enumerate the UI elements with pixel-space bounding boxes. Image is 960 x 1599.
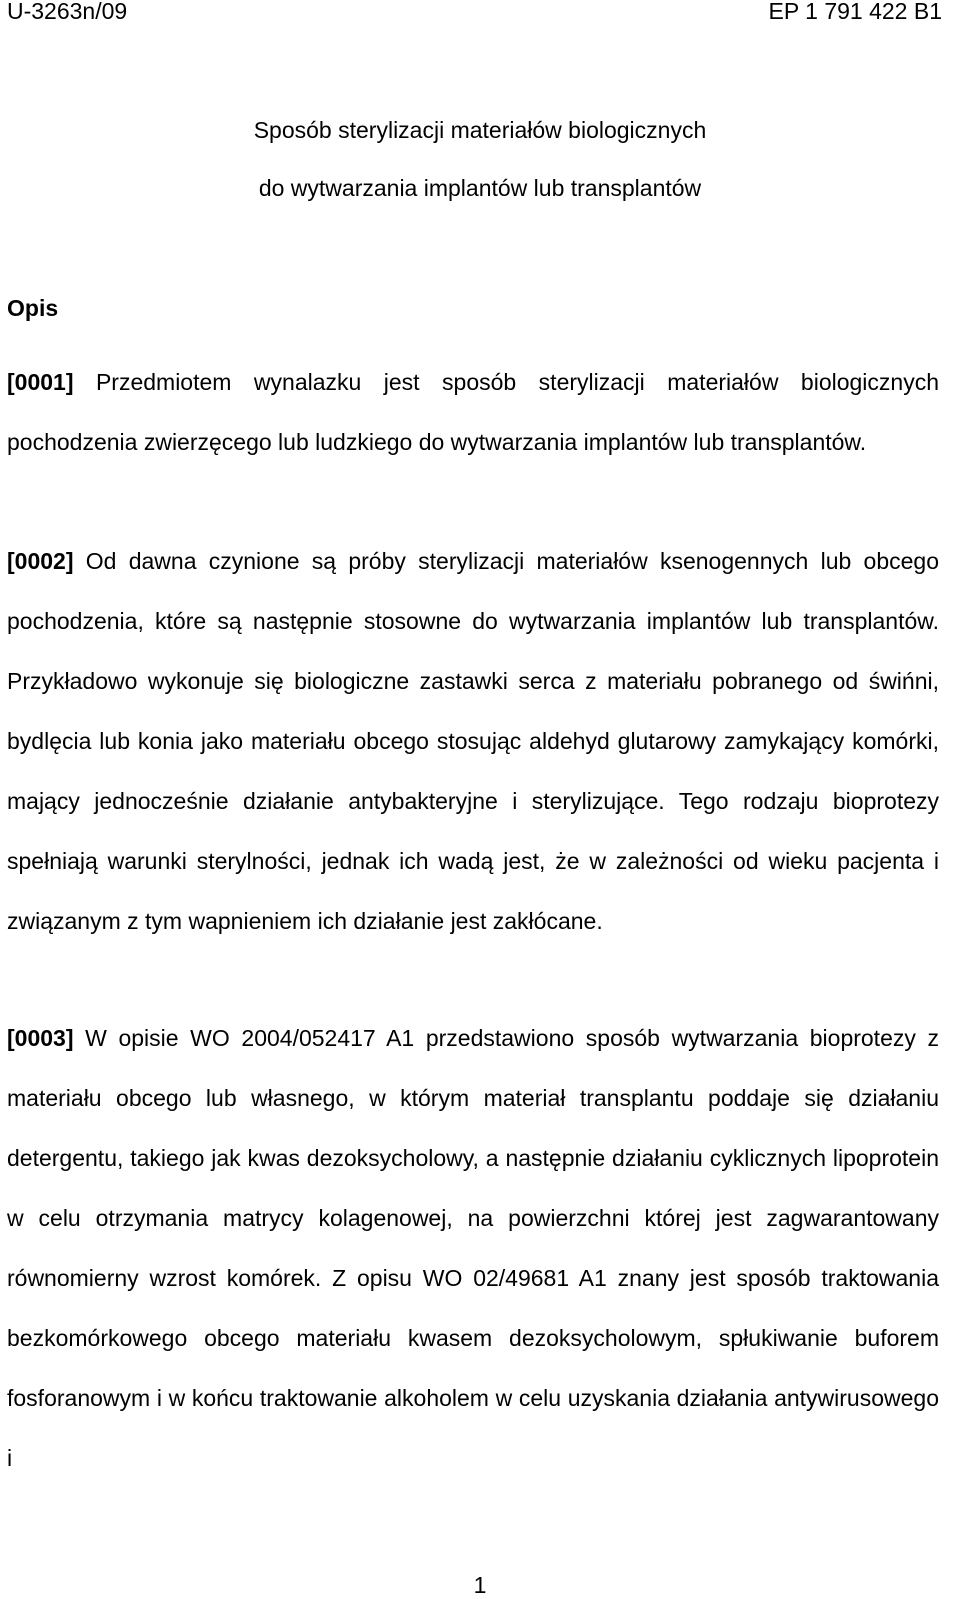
paragraph-text: Przedmiotem wynalazku jest sposób sterylizacji materiałów biologicznych pochodzenia zwierzęcego lub ludzkiego do wytwarzania implantów lub transplantów. [7,369,939,455]
paragraph-0002 [7,531,939,951]
paragraph-0001 [7,352,939,472]
paragraph-number: [0003] [7,1025,74,1051]
paragraph-text: Od dawna czynione są próby sterylizacji materiałów ksenogennych lub obcego pochodzenia, które są następnie stosowne do wytwarzania implantów lub transplantów. Przykładowo wykonuje się biologiczne zastawki serca z materiału pobranego od świńni, bydlęcia lub konia jako materiału obcego stosując aldehyd glutarowy zamykający komórki, mający jednocześnie działanie antybakteryjne i sterylizujące. Tego rodzaju bioprotezy spełniają warunki sterylności, jednak ich wadą jest, że w zależności od wieku pacjenta i związanym z tym wapnieniem ich działanie jest zakłócane. [7,548,939,934]
document-reference: U-3263n/09 [7,0,128,24]
patent-number: EP 1 791 422 B1 [768,0,942,24]
document-title-line-1: Sposób sterylizacji materiałów biologicznych [253,117,707,143]
paragraph-number: [0001] [7,369,74,395]
section-heading: Opis [7,295,59,321]
paragraph-text: W opisie WO 2004/052417 A1 przedstawiono sposób wytwarzania bioprotezy z materiału obcego lub własnego, w którym materiał transplantu poddaje się działaniu detergentu, takiego jak kwas dezoksycholowy, a następnie działaniu cyklicznych lipoprotein w celu otrzymania matrycy kolagenowej, na powierzchni której jest zagwarantowany równomierny wzrost komórek. Z opisu WO 02/49681 A1 znany jest sposób traktowania bezkomórkowego obcego materiału kwasem dezoksycholowym, spłukiwanie buforem fosforanowym i w końcu traktowanie alkoholem w celu uzyskania działania antywirusowego i [7,1025,939,1471]
document-title-line-2: do wytwarzania implantów lub transplantów [258,175,702,201]
page-number: 1 [473,1572,487,1598]
paragraph-number: [0002] [7,548,74,574]
paragraph-0003 [7,1008,939,1488]
